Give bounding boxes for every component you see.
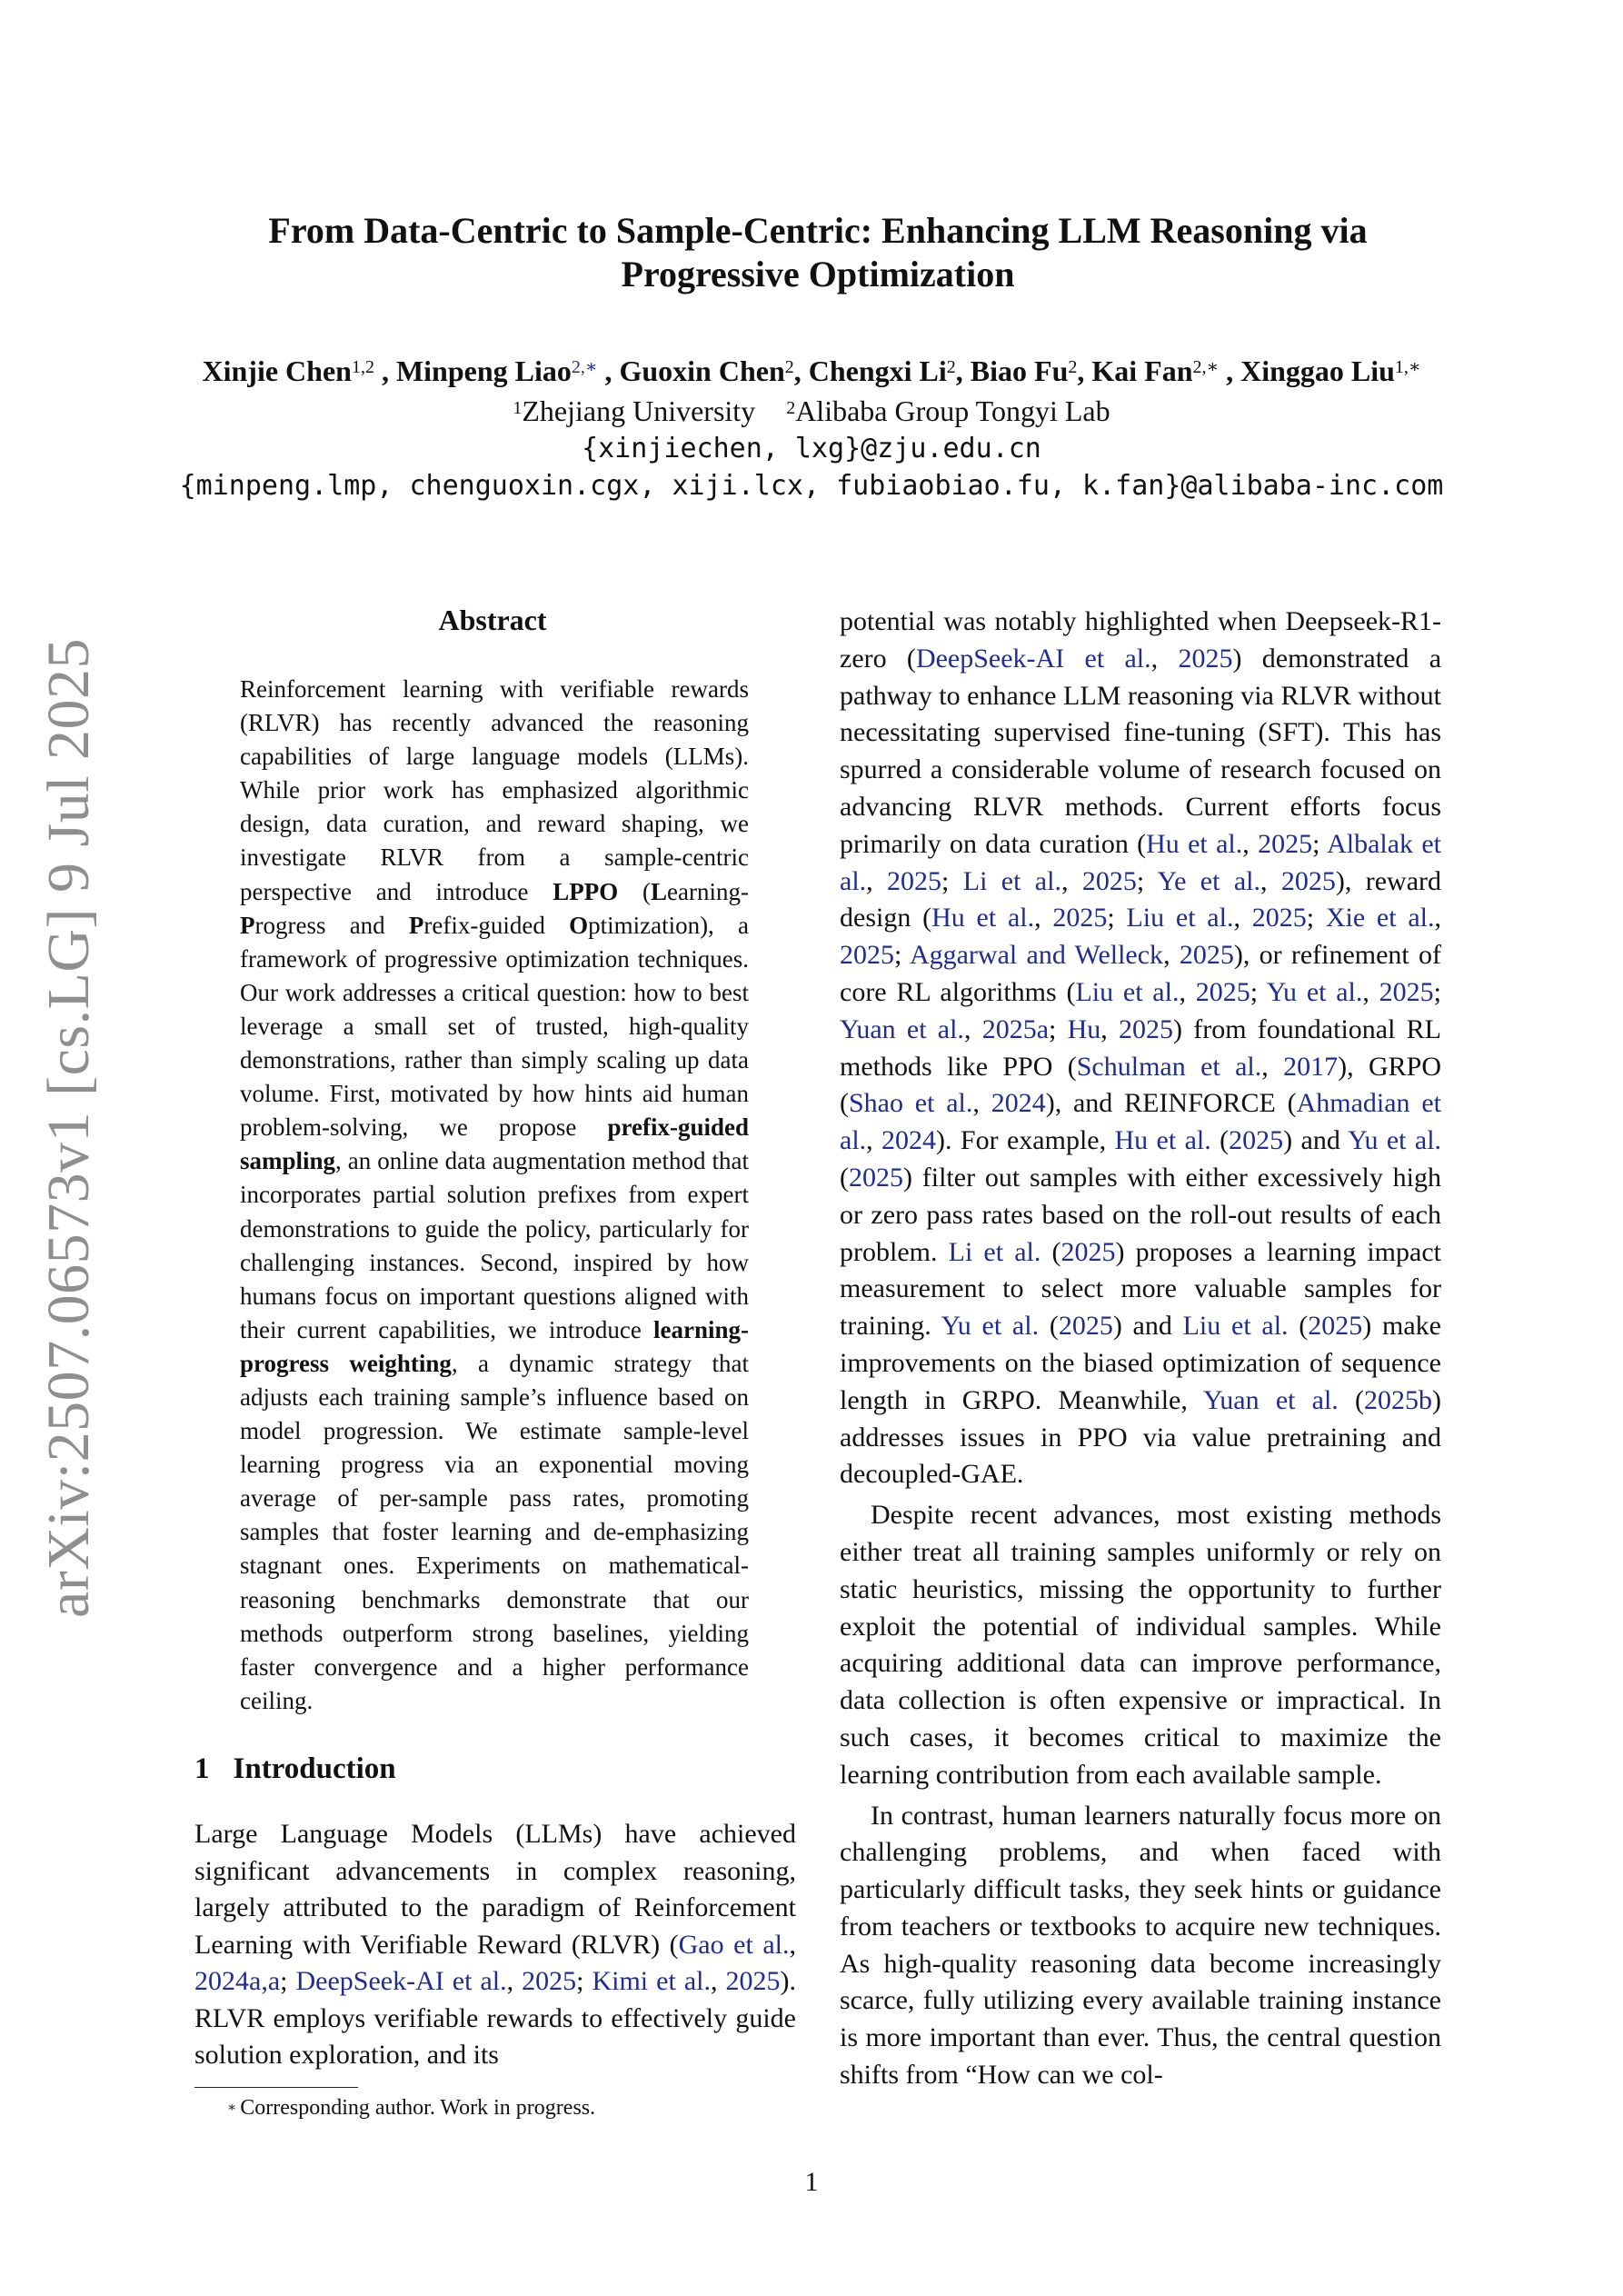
- intro-paragraph-continued: potential was notably highlighted when Deepseek-R1-zero (DeepSeek-AI et al., 2025) demonstrated a pathway to enhance LLM reasoning via RLVR without necessitating supervised fine-tuning (SFT). This has spurred a considerable volume of research focused on advancing RLVR methods. Current efforts focus primarily on data curation (Hu et al., 2025; Albalak et al., 2025; Li et al., 2025; Ye et al., 2025), reward design (Hu et al., 2025; Liu et al., 2025; Xie et al., 2025; Aggarwal and Welleck, 2025), or refinement of core RL algorithms (Liu et al., 2025; Yu et al., 2025; Yuan et al., 2025a; Hu, 2025) from foundational RL methods like PPO (Schulman et al., 2017), GRPO (Shao et al., 2024), and REINFORCE (Ahmadian et al., 2024). For example, Hu et al. (2025) and Yu et al. (2025) filter out samples with either excessively high or zero pass rates based on the roll-out results of each problem. Li et al. (2025) proposes a learning impact measurement to select more valuable samples for training. Yu et al. (2025) and Liu et al. (2025) make improvements on the biased optimization of sequence length in GRPO. Meanwhile, Yuan et al. (2025b) addresses issues in PPO via value pretraining and decoupled-GAE.: [840, 606, 1442, 1490]
- citation-link[interactable]: 2025: [1119, 1013, 1174, 1044]
- citation-link[interactable]: 2025: [1060, 1236, 1116, 1267]
- citation-link[interactable]: 2025: [1052, 903, 1108, 933]
- intro-paragraph-3: In contrast, human learners naturally focus more on challenging problems, and when faced with particularly difficult tasks, they seek hints or guidance from teachers or textbooks to acquire new techniques. As high-quality reasoning data become increasingly scarce, fully utilizing every available training instance is more important than ever. Thus, the central question shifts from “How can we col-: [840, 1800, 1441, 2091]
- affiliation-name: Zhejiang University: [522, 394, 756, 427]
- citation-link[interactable]: DeepSeek-AI et al.: [915, 643, 1151, 674]
- footnote: [227, 2094, 595, 2121]
- intro-paragraph-2: Despite recent advances, most existing methods either treat all training samples uniformly or rely on static heuristics, missing the opportunity to further exploit the potential of individual samples. While acquiring additional data can improve performance, data collection is often expensive or impractical. In such cases, it becomes critical to maximize the learning contribution from each available sample.: [840, 1500, 1441, 1790]
- citation-link[interactable]: Hu et al.: [1114, 1125, 1211, 1156]
- citation-link[interactable]: 2025: [522, 1966, 577, 1996]
- bold-term: O: [569, 911, 589, 939]
- citation-link[interactable]: 2025a: [981, 1013, 1050, 1044]
- affiliation-2: [786, 394, 1110, 427]
- citation-link[interactable]: 2024: [881, 1125, 937, 1156]
- citation-link[interactable]: Albalak et al.: [840, 828, 1442, 896]
- abstract-heading: Abstract: [438, 604, 547, 636]
- page-number: 1: [804, 2167, 819, 2197]
- email-line-2: {minpeng.lmp, chenguoxin.cgx, xiji.lcx, fubiaobiao.fu, k.fan}@alibaba-inc.com: [179, 470, 1444, 502]
- author-name: Xinjie Chen: [202, 354, 352, 387]
- citation-link[interactable]: Yu et al.: [941, 1311, 1040, 1342]
- title-line-1: From Data-Centric to Sample-Centric: Enhancing LLM Reasoning via: [268, 210, 1368, 251]
- bold-term: P: [240, 911, 255, 939]
- citation-link[interactable]: Liu et al.: [1075, 976, 1180, 1007]
- citation-link[interactable]: 2025: [1195, 976, 1250, 1007]
- affiliation-name: Alibaba Group Tongyi Lab: [795, 394, 1110, 427]
- citation-link[interactable]: 2025: [1058, 1311, 1113, 1342]
- citation-link[interactable]: DeepSeek-AI et al.: [295, 1966, 507, 1996]
- author-name: Kai Fan: [1091, 354, 1193, 387]
- author-name: Xinggao Liu: [1240, 354, 1395, 387]
- citation-link[interactable]: Hu et al.: [931, 903, 1035, 933]
- citation-link[interactable]: 2025: [1251, 903, 1307, 933]
- affiliation-sup: 1: [513, 398, 523, 418]
- citation-link[interactable]: 2025: [849, 1162, 903, 1193]
- citation-link[interactable]: 2025b: [1364, 1384, 1432, 1415]
- citation-link[interactable]: 2025: [1308, 1311, 1363, 1342]
- title-line-2: Progressive Optimization: [621, 254, 1015, 294]
- author-sup: 1,2: [351, 357, 374, 377]
- author-name: Chengxi Li: [808, 354, 947, 387]
- citation-link[interactable]: Hu et al.: [1146, 828, 1243, 859]
- footnote-mark: ∗: [227, 2101, 237, 2115]
- author-sup: 2: [946, 357, 956, 377]
- citation-link[interactable]: 2025: [1258, 828, 1313, 859]
- citation-link[interactable]: 2017: [1283, 1051, 1339, 1082]
- bold-term: learning-progress weighting: [240, 1315, 749, 1377]
- citation-link[interactable]: Liu et al.: [1182, 1311, 1289, 1342]
- affiliation-1: [513, 394, 755, 427]
- bold-term: LPPO: [553, 877, 619, 905]
- citation-link[interactable]: 2025: [1229, 1125, 1284, 1156]
- citation-link[interactable]: 2025: [887, 865, 942, 896]
- citation-link[interactable]: 2025: [1081, 865, 1137, 896]
- citation-link[interactable]: Ahmadian et al.: [840, 1088, 1441, 1156]
- citation-link[interactable]: Liu et al.: [1126, 903, 1234, 933]
- footnote-rule: [194, 2087, 358, 2088]
- author-name: Biao Fu: [970, 354, 1069, 387]
- citation-link[interactable]: Xie et al.: [1325, 903, 1435, 933]
- arxiv-identifier: arXiv:2507.06573v1 [cs.LG] 9 Jul 2025: [35, 637, 102, 1618]
- citation-link[interactable]: Yu et al.: [1348, 1125, 1442, 1156]
- citation-link[interactable]: 2025: [1379, 976, 1434, 1007]
- paper-title: [173, 209, 1463, 296]
- citation-link[interactable]: 2025: [1178, 643, 1233, 674]
- citation-link[interactable]: Aggarwal and Welleck: [909, 940, 1164, 971]
- abstract-body: Reinforcement learning with verifiable rewards (RLVR) has recently advanced the reasoning capabilities of large language models (LLMs). While prior work has emphasized algorithmic design, data curation, and reward shaping, we investigate RLVR from a sample-centric perspective and introduce LPPO (Learning-Progress and Prefix-guided Optimization), a framework of progressive optimization techniques. Our work addresses a critical question: how to best leverage a small set of trusted, high-quality demonstrations, rather than simply scaling up data volume. First, motivated by how hints aid human problem-solving, we propose prefix-guided sampling, an online data augmentation method that incorporates partial solution prefixes from expert demonstrations to guide the policy, particularly for challenging instances. Second, inspired by how humans focus on important questions aligned with their current capabilities, we introduce learning-progress weighting, a dynamic strategy that adjusts each training sample’s influence based on model progression. We estimate sample-level learning progress via an exponential moving average of per-sample pass rates, promoting samples that foster learning and de-emphasizing stagnant ones. Experiments on mathematical-reasoning benchmarks demonstrate that our methods outperform strong baselines, yielding faster convergence and a higher performance ceiling.: [240, 675, 750, 1714]
- author-sup: 2,∗: [571, 357, 598, 377]
- affiliation-sup: 2: [786, 398, 796, 418]
- citation-link[interactable]: 2024a,a: [194, 1966, 281, 1996]
- citation-link[interactable]: Yu et al.: [1266, 976, 1363, 1007]
- citation-link[interactable]: Gao et al.: [678, 1929, 790, 1960]
- author-sup: 2,∗: [1192, 357, 1220, 377]
- citation-link[interactable]: Shao et al.: [849, 1088, 973, 1119]
- citation-link[interactable]: Li et al.: [962, 865, 1061, 896]
- citation-link[interactable]: Yuan et al.: [840, 1013, 964, 1044]
- citation-link[interactable]: 2025: [840, 940, 894, 971]
- intro-paragraph-left: Large Language Models (LLMs) have achieved significant advancements in complex reasoning, largely attributed to the paradigm of Reinforcement Learning with Verifiable Reward (RLVR) (Gao et al., 2024a,a; DeepSeek-AI et al., 2025; Kimi et al., 2025). RLVR employs verifiable rewards to effectively guide solution exploration, and its: [194, 1819, 797, 2070]
- citation-link[interactable]: Hu: [1067, 1013, 1101, 1044]
- section-heading: [194, 1752, 396, 1786]
- right-column: [840, 604, 1441, 2094]
- section-title: Introduction: [233, 1752, 396, 1785]
- citation-link[interactable]: Schulman et al.: [1076, 1051, 1262, 1082]
- citation-link[interactable]: 2024: [991, 1088, 1046, 1119]
- citation-link[interactable]: 2025: [725, 1966, 781, 1996]
- citation-link[interactable]: Ye et al.: [1157, 865, 1260, 896]
- citation-link[interactable]: Kimi et al.: [592, 1966, 711, 1996]
- author-sup: 2: [1068, 357, 1078, 377]
- citation-link[interactable]: Li et al.: [948, 1236, 1041, 1267]
- bold-term: prefix-guided sampling: [240, 1113, 749, 1175]
- affiliations: [91, 393, 1532, 429]
- bold-term: P: [408, 911, 424, 939]
- section-number: 1: [194, 1752, 210, 1785]
- citation-link[interactable]: Yuan et al.: [1202, 1384, 1339, 1415]
- author-sup: 2: [784, 357, 794, 377]
- author-name: Guoxin Chen: [619, 354, 785, 387]
- bold-term: L: [651, 877, 668, 905]
- citation-link[interactable]: 2025: [1280, 865, 1336, 896]
- citation-link[interactable]: 2025: [1179, 940, 1234, 971]
- author-name: Minpeng Liao: [395, 354, 572, 387]
- author-list: Xinjie Chen$^{1,2}$ , Minpeng Liao$^{2,∗}$ , Guoxin Chen$^2$, Chengxi Li$^2$, Biao Fu$^2$, Kai Fan$^{2,∗}$ , Xinggao Liu$^{1,∗}$: [202, 354, 1421, 387]
- footnote-text: Corresponding author. Work in progress.: [240, 2096, 596, 2120]
- email-line-1: {xinjiechen, lxg}@zju.edu.cn: [582, 433, 1041, 464]
- author-sup: 1,∗: [1394, 357, 1421, 377]
